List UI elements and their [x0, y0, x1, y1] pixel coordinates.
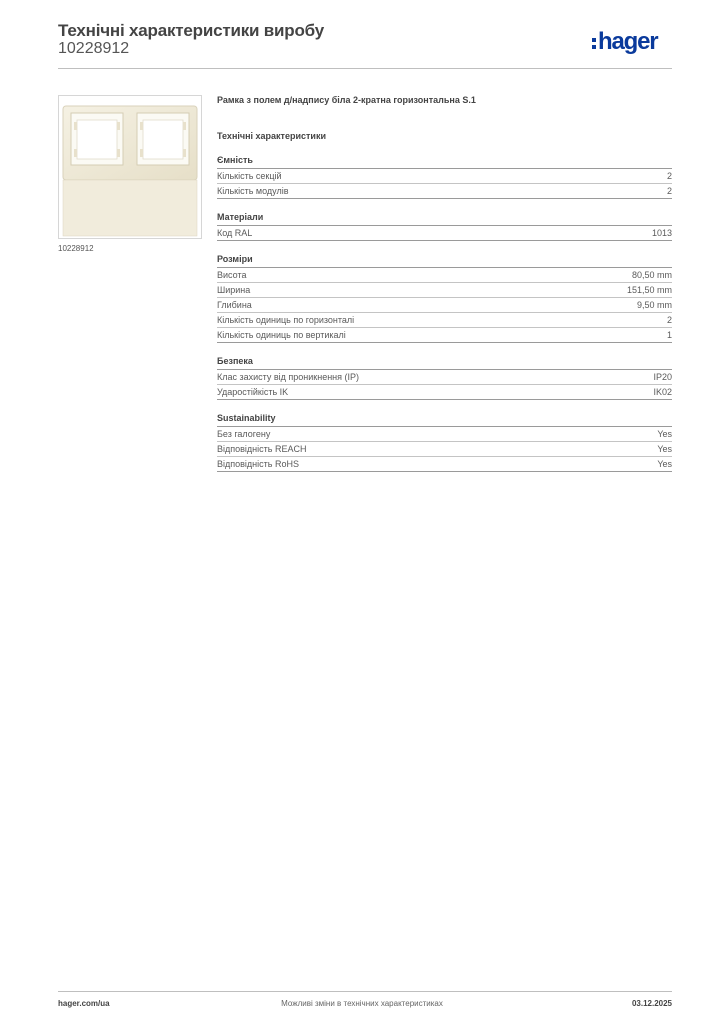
- spec-label: Кількість секцій: [217, 171, 282, 181]
- spec-group: [217, 253, 672, 343]
- spec-label: Ширина: [217, 285, 251, 295]
- spec-value: 2: [666, 315, 672, 325]
- spec-row: [217, 328, 672, 343]
- footer-divider: [58, 991, 672, 992]
- logo-text: hager: [598, 28, 658, 55]
- spec-row: [217, 385, 672, 400]
- footer-website-link[interactable]: hager.com/ua: [58, 999, 110, 1008]
- spec-group: [217, 355, 672, 400]
- spec-value: 2: [666, 171, 672, 181]
- spec-value: Yes: [657, 444, 672, 454]
- product-name: Рамка з полем д/надпису біла 2-кратна горизонтальна S.1: [217, 95, 476, 105]
- spec-row: [217, 283, 672, 298]
- spec-group: [217, 412, 672, 472]
- spec-row: [217, 313, 672, 328]
- double-frame-image: [59, 96, 201, 238]
- spec-label: Кількість одиниць по горизонталі: [217, 315, 355, 325]
- spec-row: [217, 370, 672, 385]
- spec-value: 2: [666, 186, 672, 196]
- footer-date: 03.12.2025: [631, 999, 672, 1008]
- spec-group-title: Безпека: [217, 355, 672, 370]
- spec-value: Yes: [657, 429, 672, 439]
- product-number: 10228912: [58, 40, 130, 57]
- spec-value: 9,50 mm: [636, 300, 672, 310]
- spec-value: Yes: [657, 459, 672, 469]
- spec-row: [217, 169, 672, 184]
- spec-value: 151,50 mm: [626, 285, 672, 295]
- spec-label: Відповідність RoHS: [217, 459, 299, 469]
- spec-row: [217, 184, 672, 199]
- spec-value: IP20: [653, 372, 672, 382]
- spec-label: Відповідність REACH: [217, 444, 307, 454]
- spec-row: [217, 268, 672, 283]
- header-divider: [58, 68, 672, 69]
- image-caption: 10228912: [58, 244, 94, 253]
- spec-value: 1: [666, 330, 672, 340]
- footer-note: Можливі зміни в технічних характеристиках: [281, 999, 443, 1008]
- spec-group: [217, 211, 672, 241]
- spec-row: [217, 298, 672, 313]
- spec-heading: Технічні характеристики: [217, 131, 326, 141]
- spec-group-title: Розміри: [217, 253, 672, 268]
- spec-value: IK02: [653, 387, 672, 397]
- spec-label: Код RAL: [217, 228, 253, 238]
- spec-group-title: Матеріали: [217, 211, 672, 226]
- spec-label: Ударостійкість IK: [217, 387, 289, 397]
- page-title: Технічні характеристики виробу: [58, 21, 324, 40]
- spec-row: [217, 226, 672, 241]
- spec-row: [217, 457, 672, 472]
- spec-value: 80,50 mm: [631, 270, 672, 280]
- spec-group: [217, 154, 672, 199]
- spec-label: Без галогену: [217, 429, 271, 439]
- spec-section: [217, 94, 672, 472]
- product-image: [58, 95, 202, 239]
- spec-label: Кількість одиниць по вертикалі: [217, 330, 346, 340]
- spec-group-title: Ємність: [217, 154, 672, 169]
- spec-label: Висота: [217, 270, 247, 280]
- spec-label: Глибина: [217, 300, 252, 310]
- spec-value: 1013: [651, 228, 672, 238]
- spec-label: Клас захисту від проникнення (IP): [217, 372, 360, 382]
- spec-row: [217, 442, 672, 457]
- spec-group-title: Sustainability: [217, 412, 672, 427]
- spec-label: Кількість модулів: [217, 186, 289, 196]
- hager-logo[interactable]: [592, 28, 657, 56]
- logo-colon-icon: [592, 38, 596, 49]
- spec-row: [217, 427, 672, 442]
